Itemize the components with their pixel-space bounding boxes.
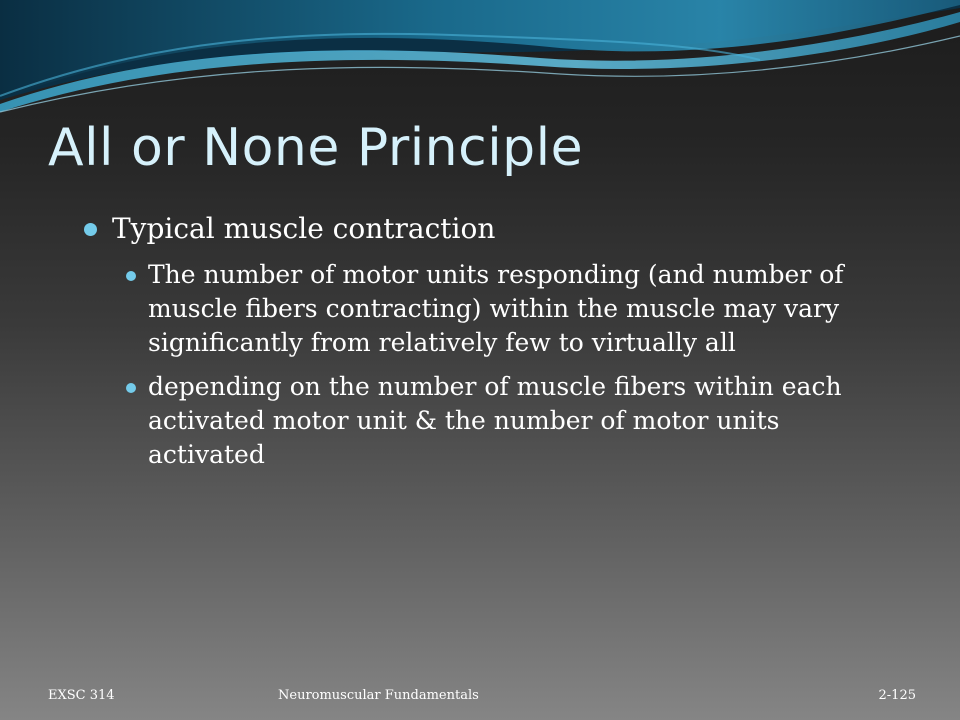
bullet-dot-icon <box>126 271 136 281</box>
slide-content <box>82 210 902 472</box>
sub-bullet-text: The number of motor units responding (and number of muscle fibers contracting) within the muscle may vary significantly from relatively few to virtually all <box>148 260 844 357</box>
footer-slide-number: 2-125 <box>878 688 916 703</box>
bullet-dot-icon <box>126 383 136 393</box>
sub-bullet-item <box>126 370 902 472</box>
bullet-item <box>82 210 902 248</box>
sub-bullet-item <box>126 258 902 360</box>
footer-course: EXSC 314 <box>48 688 115 703</box>
sub-bullet-text: depending on the number of muscle fibers within each activated motor unit & the number of motor units activated <box>148 372 842 469</box>
footer-topic: Neuromuscular Fundamentals <box>278 688 479 703</box>
slide-title: All or None Principle <box>48 118 584 178</box>
bullet-dot-icon <box>84 223 97 236</box>
bullet-text: Typical muscle contraction <box>112 212 496 245</box>
header-swoosh-decoration <box>0 0 960 130</box>
